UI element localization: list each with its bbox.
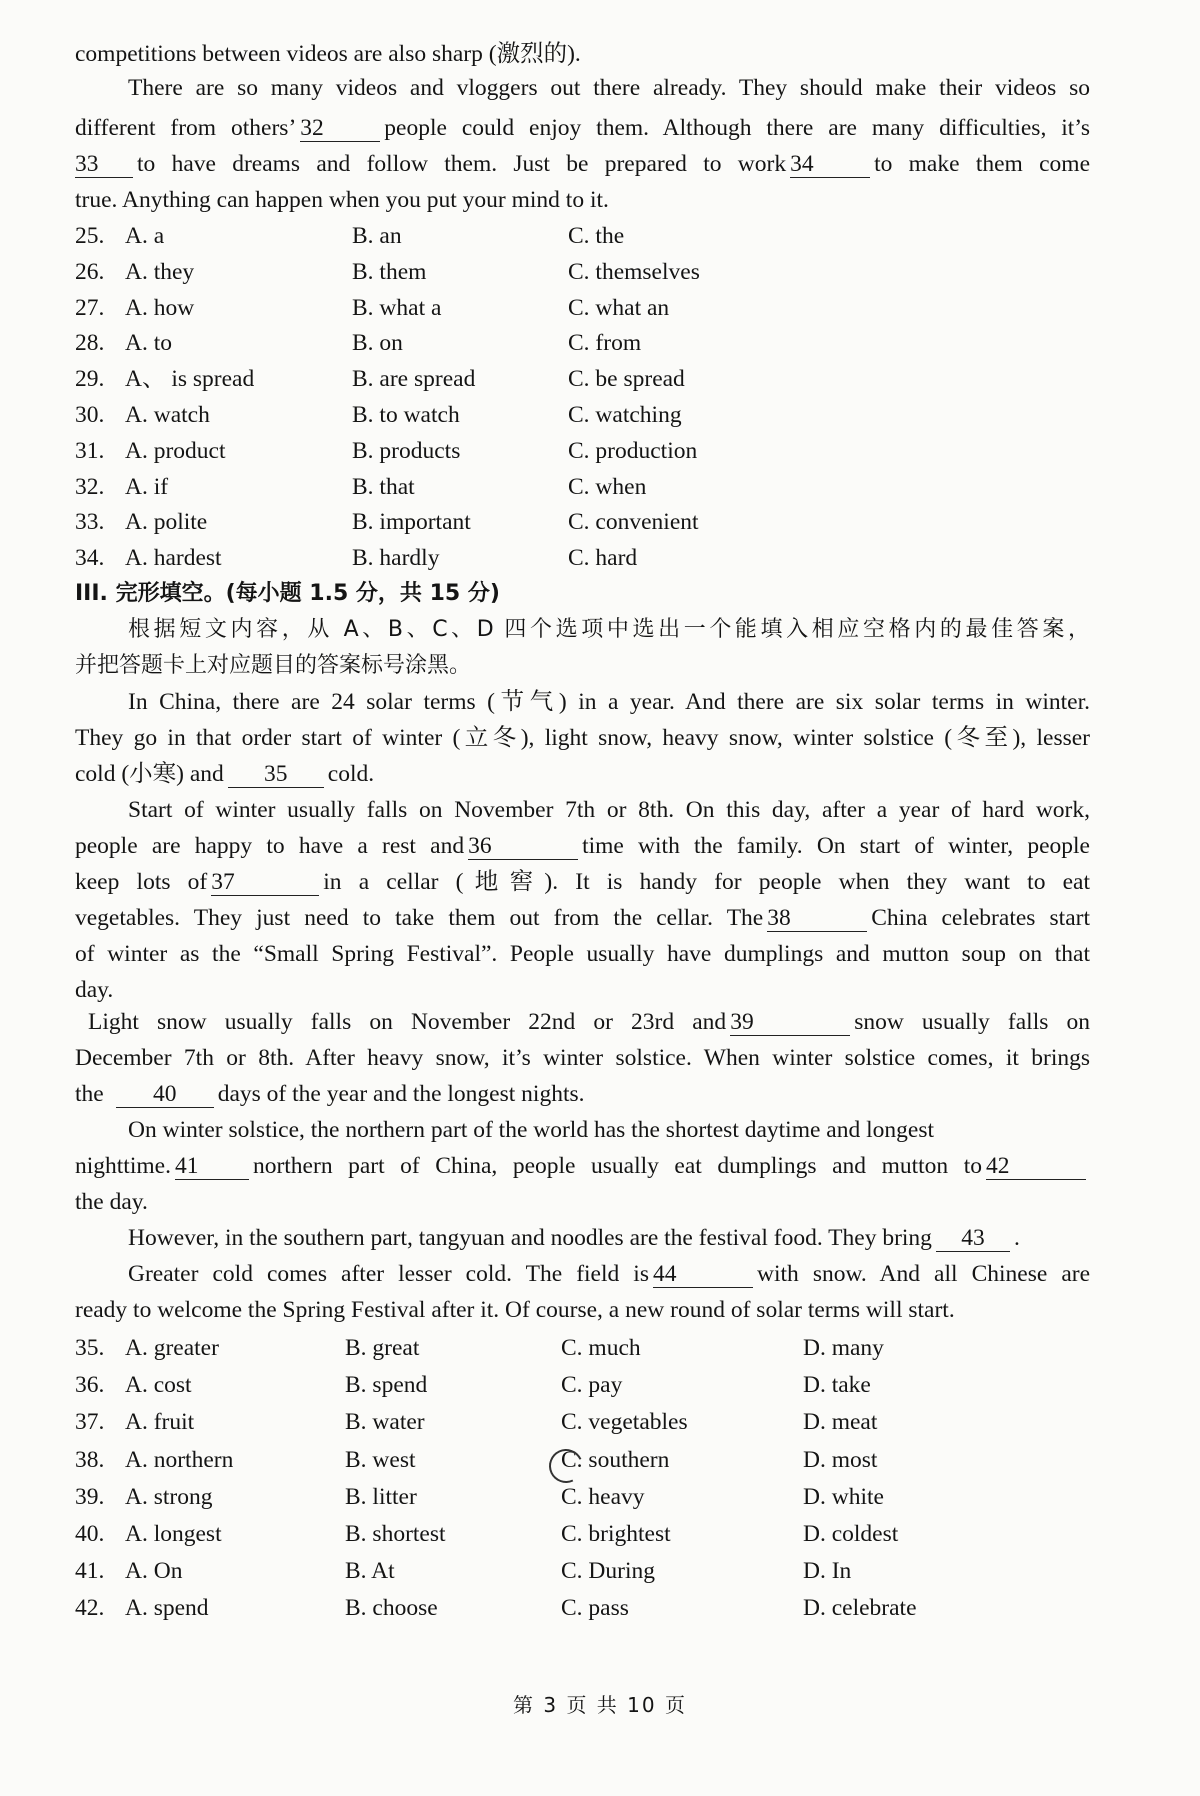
question-number: 28. xyxy=(75,330,105,357)
option-d: D. take xyxy=(803,1372,871,1399)
section-heading: III. 完形填空。(每小题 1.5 分，共 15 分) xyxy=(75,581,500,606)
option-c: C. themselves xyxy=(568,258,700,285)
question-number: 41. xyxy=(75,1558,105,1585)
option-a: A. product xyxy=(125,437,226,464)
option-b: B. litter xyxy=(345,1483,417,1510)
passage-line: December 7th or 8th. After heavy snow, it’s winter solstice. When winter solstice comes, it brings xyxy=(75,1045,1090,1071)
option-a: A. spend xyxy=(125,1595,209,1622)
option-b: B. what a xyxy=(352,294,442,321)
passage-line: the 40 days of the year and the longest nights. xyxy=(75,1081,585,1107)
question-number: 35. xyxy=(75,1335,105,1361)
question-number: 31. xyxy=(75,437,105,464)
passage-line: They go in that order start of winter (立冬), light snow, heavy snow, winter solstice (冬至), lesser xyxy=(75,725,1090,751)
passage-line: 33 to have dreams and follow them. Just be prepared to work 34 to make them come xyxy=(75,151,1090,177)
passage-line: keep lots of 37 in a cellar (地窖). It is handy for people when they want to eat xyxy=(75,869,1091,895)
question-number: 32. xyxy=(75,473,105,500)
passage-line: people are happy to have a rest and 36 time with the family. On start of winter, people xyxy=(75,833,1090,859)
option-c: C. pay xyxy=(561,1372,623,1399)
option-c: C. watching xyxy=(568,402,682,428)
blank-40: 40 xyxy=(116,1081,214,1108)
option-a: A. polite xyxy=(125,509,208,536)
option-c: C. convenient xyxy=(568,509,699,536)
passage-line: competitions between videos are also sharp (激烈的). xyxy=(75,41,581,67)
option-c: C. much xyxy=(561,1335,641,1361)
passage-line: Start of winter usually falls on November 7th or 8th. On this day, after a year of hard work, xyxy=(128,797,1090,823)
option-b: B. spend xyxy=(345,1372,428,1399)
option-c: C. southern xyxy=(561,1446,670,1473)
option-a: A、 is spread xyxy=(125,366,255,393)
option-b: B. that xyxy=(352,473,415,500)
option-b: B. on xyxy=(352,330,403,357)
passage-line: Greater cold comes after lesser cold. The field is 44 with snow. And all Chinese are xyxy=(128,1261,1091,1287)
option-c: C. brightest xyxy=(561,1521,671,1547)
blank-32: 32 xyxy=(300,115,380,142)
instruction-line: 并把答题卡上对应题目的答案标号涂黑。 xyxy=(75,653,472,678)
option-a: A. cost xyxy=(125,1372,192,1399)
option-a: A. hardest xyxy=(125,545,222,572)
option-d: D. coldest xyxy=(803,1521,899,1547)
question-number: 36. xyxy=(75,1372,105,1399)
option-c: C. when xyxy=(568,473,647,500)
option-a: A. strong xyxy=(125,1483,213,1510)
blank-33: 33 xyxy=(75,151,133,178)
option-a: A. a xyxy=(125,223,165,249)
option-a: A. fruit xyxy=(125,1409,195,1436)
question-number: 38. xyxy=(75,1446,105,1473)
option-d: D. In xyxy=(803,1558,852,1585)
page-footer: 第 3 页 共 10 页 xyxy=(513,1693,687,1717)
option-a: A. On xyxy=(125,1558,183,1585)
passage-line: different from others’ 32 people could enjoy them. Although there are many difficulties, it’s xyxy=(75,115,1090,141)
option-b: B. to watch xyxy=(352,402,460,428)
option-b: B. At xyxy=(345,1558,395,1585)
blank-36: 36 xyxy=(468,833,578,860)
blank-41: 41 xyxy=(175,1153,249,1180)
option-b: B. choose xyxy=(345,1595,438,1622)
blank-43: 43 xyxy=(936,1225,1010,1252)
option-b: B. an xyxy=(352,223,402,249)
blank-44: 44 xyxy=(653,1261,753,1288)
option-a: A. to xyxy=(125,330,172,357)
passage-line: nighttime. 41 northern part of China, people usually eat dumplings and mutton to 42 xyxy=(75,1150,1090,1182)
option-c: C. from xyxy=(568,330,642,357)
instruction-line: 根据短文内容，从 A、B、C、D 四个选项中选出一个能填入相应空格内的最佳答案， xyxy=(128,617,1090,642)
option-a: A. greater xyxy=(125,1335,219,1361)
option-d: D. meat xyxy=(803,1409,878,1436)
option-c: C. hard xyxy=(568,545,638,572)
option-a: A. northern xyxy=(125,1446,234,1473)
passage-line: true. Anything can happen when you put your mind to it. xyxy=(75,187,609,213)
blank-38: 38 xyxy=(767,905,867,932)
option-b: B. products xyxy=(352,437,461,464)
option-c: C. what an xyxy=(568,294,670,321)
option-b: B. them xyxy=(352,258,427,285)
passage-line: On winter solstice, the northern part of the world has the shortest daytime and longest xyxy=(128,1117,934,1143)
passage-line: of winter as the “Small Spring Festival”. People usually have dumplings and mutton soup on that xyxy=(75,941,1090,967)
option-b: B. hardly xyxy=(352,545,440,572)
passage-line: vegetables. They just need to take them out from the cellar. The 38 China celebrates start xyxy=(75,905,1090,931)
blank-42: 42 xyxy=(986,1153,1086,1180)
passage-line: day. xyxy=(75,977,114,1003)
option-c: C. vegetables xyxy=(561,1409,688,1436)
question-number: 37. xyxy=(75,1409,105,1436)
option-b: B. are spread xyxy=(352,366,476,393)
question-number: 25. xyxy=(75,223,105,249)
passage-line: cold (小寒) and 35 cold. xyxy=(75,761,375,787)
question-number: 27. xyxy=(75,294,105,321)
question-number: 30. xyxy=(75,402,105,428)
question-number: 34. xyxy=(75,545,105,572)
option-d: D. celebrate xyxy=(803,1595,917,1622)
passage-line: There are so many videos and vloggers out there already. They should make their videos so xyxy=(128,75,1090,101)
option-d: D. white xyxy=(803,1483,884,1510)
question-number: 39. xyxy=(75,1483,105,1510)
question-number: 33. xyxy=(75,509,105,536)
option-c: C. During xyxy=(561,1558,655,1585)
passage-line: However, in the southern part, tangyuan and noodles are the festival food. They bring 43 . xyxy=(128,1225,1020,1251)
option-a: A. watch xyxy=(125,402,210,428)
option-a: A. how xyxy=(125,294,195,321)
blank-34: 34 xyxy=(790,151,870,178)
option-a: A. they xyxy=(125,258,195,285)
passage-line: In China, there are 24 solar terms (节气) in a year. And there are six solar terms in winter. xyxy=(128,689,1090,715)
option-c: C. be spread xyxy=(568,366,685,393)
option-c: C. pass xyxy=(561,1595,629,1622)
option-c: C. the xyxy=(568,223,625,249)
option-b: B. important xyxy=(352,509,471,536)
option-a: A. longest xyxy=(125,1521,222,1547)
question-number: 29. xyxy=(75,366,105,393)
option-b: B. west xyxy=(345,1446,416,1473)
option-d: D. many xyxy=(803,1335,884,1361)
passage-line: ready to welcome the Spring Festival after it. Of course, a new round of solar terms will start. xyxy=(75,1297,955,1323)
blank-39: 39 xyxy=(730,1009,850,1036)
option-c: C. heavy xyxy=(561,1483,645,1510)
passage-line: the day. xyxy=(75,1189,148,1215)
option-b: B. shortest xyxy=(345,1521,446,1547)
option-a: A. if xyxy=(125,473,169,500)
blank-37: 37 xyxy=(211,869,319,896)
option-c: C. production xyxy=(568,437,698,464)
question-number: 42. xyxy=(75,1595,105,1622)
option-b: B. great xyxy=(345,1335,420,1361)
option-d: D. most xyxy=(803,1446,878,1473)
question-number: 26. xyxy=(75,258,105,285)
question-number: 40. xyxy=(75,1521,105,1547)
blank-35: 35 xyxy=(228,761,324,788)
passage-line: Light snow usually falls on November 22nd or 23rd and 39 snow usually falls on xyxy=(88,1009,1090,1035)
option-b: B. water xyxy=(345,1409,425,1436)
